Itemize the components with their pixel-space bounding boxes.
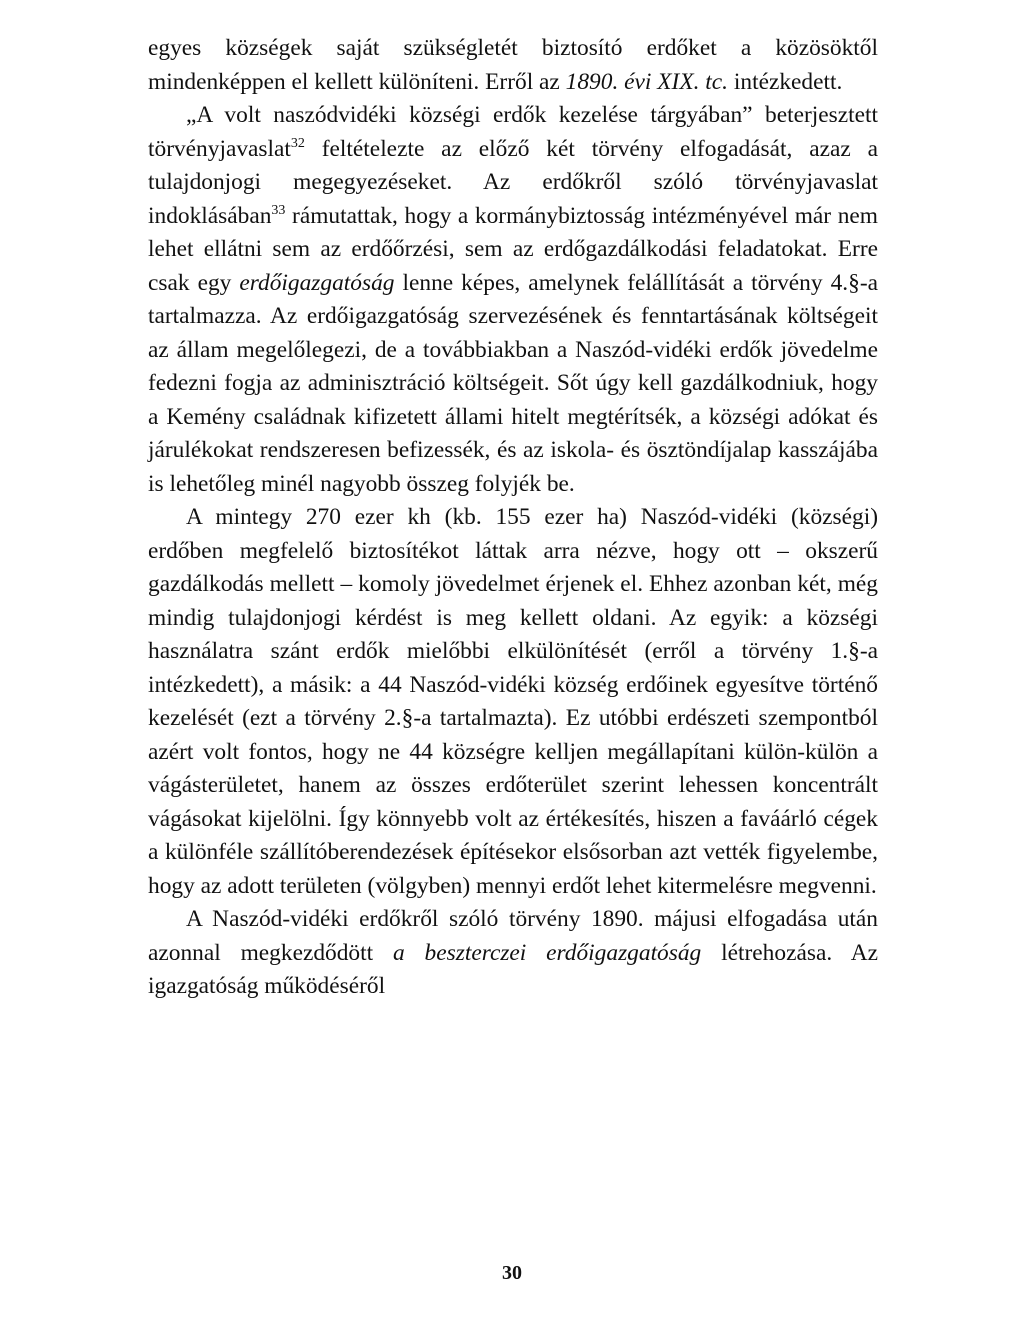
page-body bbox=[148, 32, 878, 1004]
footnote-ref: 33 bbox=[271, 202, 286, 218]
italic-text: a beszterczei erdőigazgatóság bbox=[392, 939, 702, 966]
paragraph bbox=[148, 501, 878, 903]
italic-text: 1890. évi XIX. tc. bbox=[565, 68, 729, 95]
page-number: 30 bbox=[502, 1262, 522, 1284]
text-run: „A volt naszódvidéki községi erdők kezelése tárgyában” beterjesztett törvényjavaslat bbox=[148, 102, 878, 162]
text-run: egyes községek saját szükségletét biztosító erdőket a közösöktől mindenképpen el kellett különíteni. Erről az bbox=[148, 35, 878, 95]
text-run: intézkedett. bbox=[728, 68, 843, 95]
text-run: létrehozása. Az igazgatóság működéséről bbox=[148, 939, 879, 999]
paragraph bbox=[148, 99, 878, 501]
text-run: A Naszód-vidéki erdőkről szóló törvény 1890. májusi elfogadása után azonnal megkezdődött bbox=[148, 906, 878, 966]
paragraph bbox=[148, 903, 878, 1004]
text-run: rámutattak, hogy a kormánybiztosság intézményével már nem lehet ellátni sem az erdőőrzési, sem az erdőgazdálkodási feladatokat. Erre csak egy bbox=[148, 202, 878, 296]
paragraph bbox=[148, 32, 878, 99]
text-run: feltételezte az előző két törvény elfogadását, azaz a tulajdonjogi megegyezéseket. Az erdőkről szóló törvényjavaslat indoklásában bbox=[148, 135, 878, 229]
italic-text: erdőigazgatóság bbox=[239, 269, 395, 296]
footnote-ref: 32 bbox=[290, 135, 305, 151]
text-run: A mintegy 270 ezer kh (kb. 155 ezer ha) Naszód-vidéki (községi) erdőben megfelelő biztosítékot láttak arra nézve, hogy ott – okszerű gazdálkodás mellett – komoly jövedelmet érjenek el. Ehhez azonban két, még mindig tulajdonjogi kérdést is meg kellett oldani. Az egyik: a községi használatra szánt erdők mielőbbi elkülönítését (erről a törvény 1.§-a intézkedett), a másik: a 44 Naszód-vidéki község erdőinek egyesítve történő kezelését (ezt a törvény 2.§-a tartalmazta). Ez utóbbi erdészeti szempontból azért volt fontos, hogy ne 44 községre kelljen megállapítani külön-külön a vágásterületet, hanem az összes erdőterület szerint lehessen koncentrált vágásokat kijelölni. Így könnyebb volt az értékesítés, hiszen a faváárló cégek a különféle szállítóberendezések építésekor elsősorban azt vették figyelembe, hogy az adott területen (völgyben) mennyi erdőt lehet kitermelésre megvenni. bbox=[148, 504, 878, 899]
text-run: lenne képes, amelynek felállítását a törvény 4.§-a tartalmazza. Az erdőigazgatóság szervezésének és fenntartásának költségeit az állam megelőlegezi, de a továbbiakban a Naszód-vidéki erdők jövedelme fedezni fogja az adminisztráció költségeit. Sőt úgy kell gazdálkodniuk, hogy a Kemény családnak kifizetett állami hitelt megtérítsék, a községi adókat és járulékokat rendszeresen befizessék, és az iskola- és ösztöndíjalap kasszájába is lehetőleg minél nagyobb összeg folyjék be. bbox=[148, 269, 878, 497]
